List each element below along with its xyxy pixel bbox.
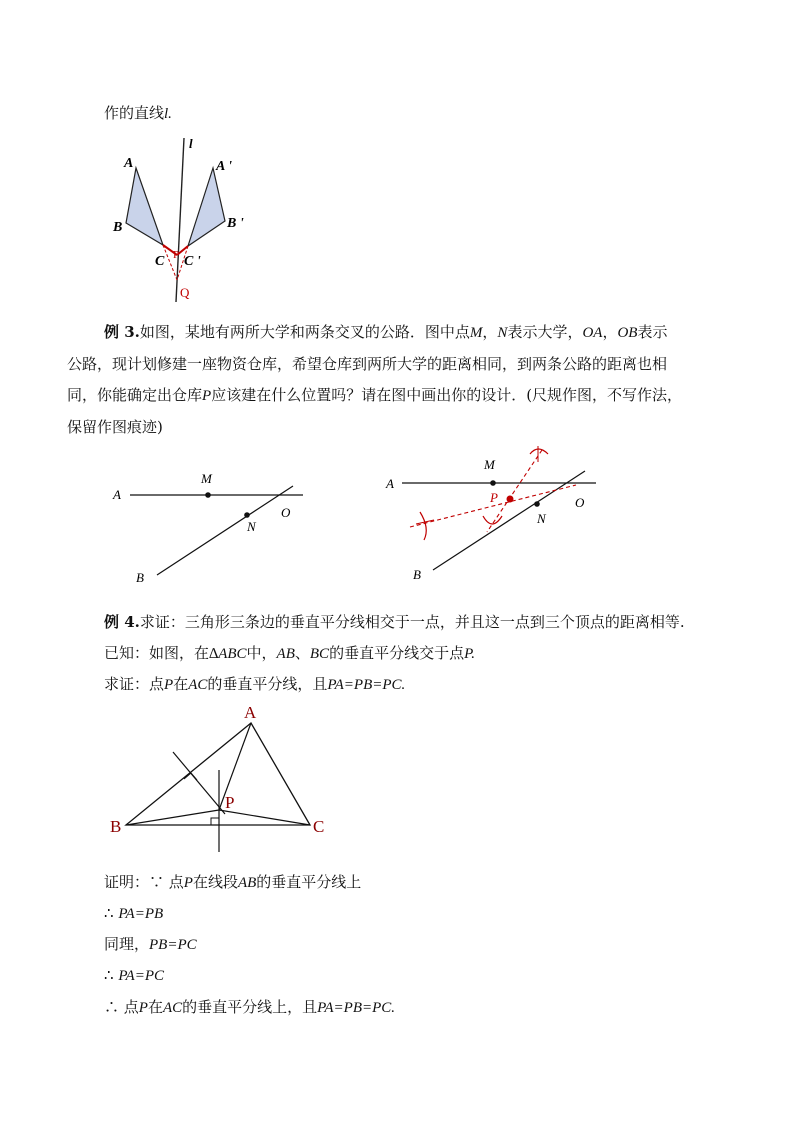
- ex3-text-2: 表示大学，: [507, 323, 583, 341]
- label-A: A: [124, 156, 134, 171]
- label-N: N: [247, 519, 256, 534]
- label-A: A: [386, 476, 394, 491]
- ex3-N: N: [497, 325, 508, 341]
- proof-line-2: [104, 903, 163, 924]
- road-OB: [157, 486, 293, 575]
- label-l: l: [189, 136, 193, 151]
- known-line: [104, 643, 475, 664]
- prove-P: P: [164, 677, 174, 693]
- example-3-label: 例 3.: [104, 323, 140, 341]
- segment-PB: [126, 810, 219, 825]
- proof-P-1: P: [183, 875, 193, 891]
- known-BC: BC: [309, 646, 330, 662]
- ex3-line-2: 公路，现计划修建一座物资仓库，希望仓库到两所大学的距离相同，到两条公路的距离也相: [67, 355, 668, 373]
- arc-top: [530, 449, 548, 454]
- triangle-right: [188, 168, 225, 246]
- arc-bottom: [483, 516, 502, 524]
- figure-reflection: [100, 130, 260, 305]
- example-3-paragraph: [67, 317, 744, 443]
- proof-eq-2: PB=PC: [149, 937, 197, 953]
- known-text-3: 的垂直平分线交于点: [329, 644, 465, 662]
- prove-text-3: 的垂直平分线，且: [207, 675, 328, 693]
- example-4-line: [104, 612, 685, 632]
- label-M: M: [484, 457, 495, 472]
- proof-line-3: [104, 934, 197, 955]
- figure-triangle: [105, 700, 335, 860]
- intro-var: l.: [164, 106, 172, 122]
- ex3-text-5: 应该建在什么位置吗？请在图中画出你的设计．(尺规作图，不写作法，: [211, 386, 683, 404]
- segment-PC: [219, 810, 310, 825]
- label-B: B: [136, 570, 144, 585]
- triangle-left: [126, 168, 163, 245]
- example-4-label: 例 4.: [104, 613, 140, 631]
- prove-text-2: 在: [173, 675, 189, 693]
- intro-line: [104, 103, 172, 124]
- known-tri: ∆ABC: [209, 646, 247, 662]
- proof-eq-final: PA=PB=PC.: [317, 1000, 396, 1016]
- label-A: A: [113, 487, 121, 502]
- example-4-text: 求证：三角形三条边的垂直平分线相交于一点，并且这一点到三个顶点的距离相等.: [139, 613, 685, 631]
- point-N: [534, 501, 540, 507]
- proof-text-6: 的垂直平分线上，且: [182, 998, 318, 1016]
- label-N: N: [537, 511, 546, 526]
- proof-text-4: ∴ 点: [104, 998, 139, 1016]
- label-C-prime: C ': [184, 254, 201, 269]
- proof-text-3: 的垂直平分线上: [256, 873, 362, 891]
- therefore-2: ∴: [104, 966, 114, 984]
- ex3-sep-2: ，: [602, 323, 618, 341]
- prove-eq: PA=PB=PC.: [327, 677, 406, 693]
- known-dun: 、: [294, 644, 310, 662]
- line-l: [176, 138, 184, 302]
- bisector-AB: [173, 752, 225, 814]
- ex3-text-3: 表示: [637, 323, 668, 341]
- known-text-1: 已知：如图，在: [104, 644, 210, 662]
- label-A: A: [244, 703, 257, 722]
- ex3-text-4: 同，你能确定出仓库: [67, 386, 203, 404]
- prove-text-1: 求证：点: [104, 675, 165, 693]
- ex3-P: P: [202, 388, 212, 404]
- proof-line-1: [104, 872, 361, 893]
- proof-AB: AB: [237, 875, 257, 891]
- figure-roads: [105, 460, 315, 590]
- label-M: M: [201, 471, 212, 486]
- prove-line: [104, 674, 405, 695]
- label-P: P: [490, 490, 498, 505]
- proof-text-1: 证明：∵ 点: [104, 873, 184, 891]
- known-P: P.: [464, 646, 476, 662]
- proof-text-5: 在: [147, 998, 163, 1016]
- ex3-OA: OA: [582, 325, 603, 341]
- ex3-sep: ，: [482, 323, 498, 341]
- prove-AC: AC: [188, 677, 208, 693]
- ex3-line-4: 保留作图痕迹): [67, 418, 163, 436]
- label-C: C: [313, 817, 325, 836]
- right-angle-BC: [211, 818, 219, 825]
- known-text-2: 中，: [246, 644, 277, 662]
- known-AB: AB: [276, 646, 295, 662]
- label-C: C: [155, 254, 165, 269]
- label-Q: Q: [180, 285, 190, 300]
- label-O: O: [281, 505, 291, 520]
- label-B: B: [110, 817, 122, 836]
- label-P: P: [225, 793, 235, 812]
- label-A-prime: A ': [216, 159, 232, 174]
- proof-similarly: 同理，: [104, 935, 150, 953]
- proof-AC: AC: [162, 1000, 183, 1016]
- label-B-prime: B ': [227, 216, 244, 231]
- ex3-M: M: [469, 325, 483, 341]
- label-B: B: [113, 220, 123, 235]
- proof-line-5: [104, 997, 395, 1018]
- intro-text: 作的直线: [104, 104, 165, 122]
- label-B: B: [413, 567, 421, 582]
- figure-construction: [380, 440, 610, 585]
- proof-P-2: P: [138, 1000, 148, 1016]
- proof-eq-1: PA=PB: [118, 906, 164, 922]
- point-M: [490, 480, 496, 486]
- label-P: P: [173, 249, 180, 261]
- point-N: [244, 512, 250, 518]
- point-M: [205, 492, 211, 498]
- road-OB: [433, 471, 585, 570]
- arc-left: [420, 512, 426, 540]
- proof-line-4: [104, 965, 164, 986]
- proof-text-2: 在线段: [192, 873, 238, 891]
- therefore-1: ∴: [104, 904, 114, 922]
- ex3-OB: OB: [617, 325, 638, 341]
- proof-eq-3: PA=PC: [118, 968, 165, 984]
- point-P: [507, 496, 514, 503]
- ex3-text-1: 如图，某地有两所大学和两条交叉的公路．图中点: [139, 323, 470, 341]
- label-O: O: [575, 495, 585, 510]
